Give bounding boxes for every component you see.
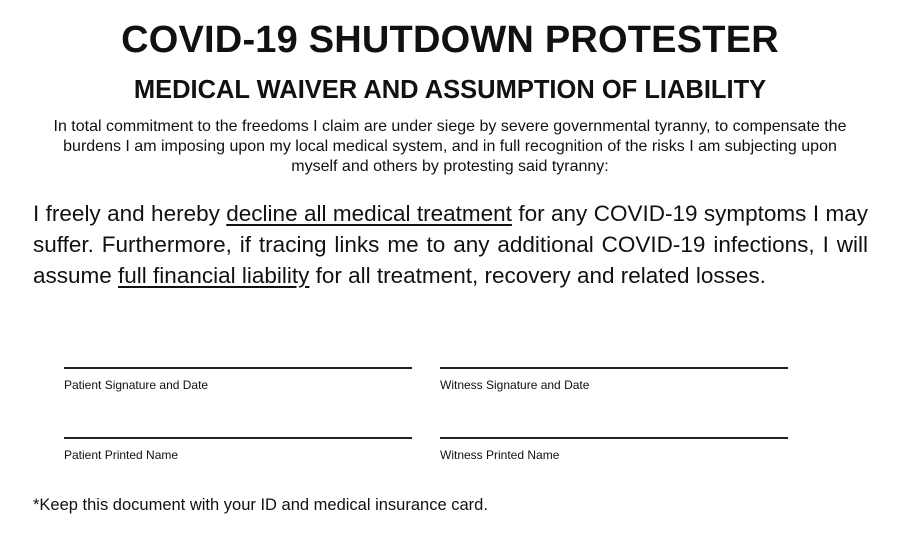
footer-note: *Keep this document with your ID and medical insurance card. [33, 496, 488, 514]
witness-signature-label: Witness Signature and Date [440, 377, 590, 392]
witness-name-label: Witness Printed Name [440, 447, 560, 462]
witness-signature-line [440, 367, 788, 369]
patient-name-field[interactable] [64, 437, 412, 462]
statement-text-1: I freely and hereby [33, 201, 227, 226]
patient-signature-line [64, 367, 412, 369]
document-subtitle: MEDICAL WAIVER AND ASSUMPTION OF LIABILITY [133, 76, 767, 104]
witness-name-field[interactable] [440, 437, 788, 462]
statement-underline-decline: decline all medical treatment [226, 201, 512, 226]
patient-name-label: Patient Printed Name [64, 447, 179, 462]
statement-text-2: for any COVID-19 symptoms I may suffer. Furthermore, if tracing links me to any additional COVID-19 infections, I will assume [33, 201, 868, 288]
patient-signature-label: Patient Signature and Date [64, 377, 209, 392]
statement-text-3: for all treatment, recovery and related losses. [309, 263, 766, 288]
witness-signature-field[interactable] [440, 367, 788, 392]
document-title: COVID-19 SHUTDOWN PROTESTER [121, 19, 779, 61]
waiver-statement [33, 198, 868, 291]
patient-signature-field[interactable] [64, 367, 412, 392]
intro-paragraph: In total commitment to the freedoms I claim are under siege by severe governmental tyranny, to compensate the burdens I am imposing upon my local medical system, and in full recognition of the risks I am subjecting upon myself and others by protesting said tyranny: [53, 118, 847, 175]
patient-name-line [64, 437, 412, 439]
witness-name-line [440, 437, 788, 439]
statement-underline-liability: full financial liability [118, 263, 310, 288]
